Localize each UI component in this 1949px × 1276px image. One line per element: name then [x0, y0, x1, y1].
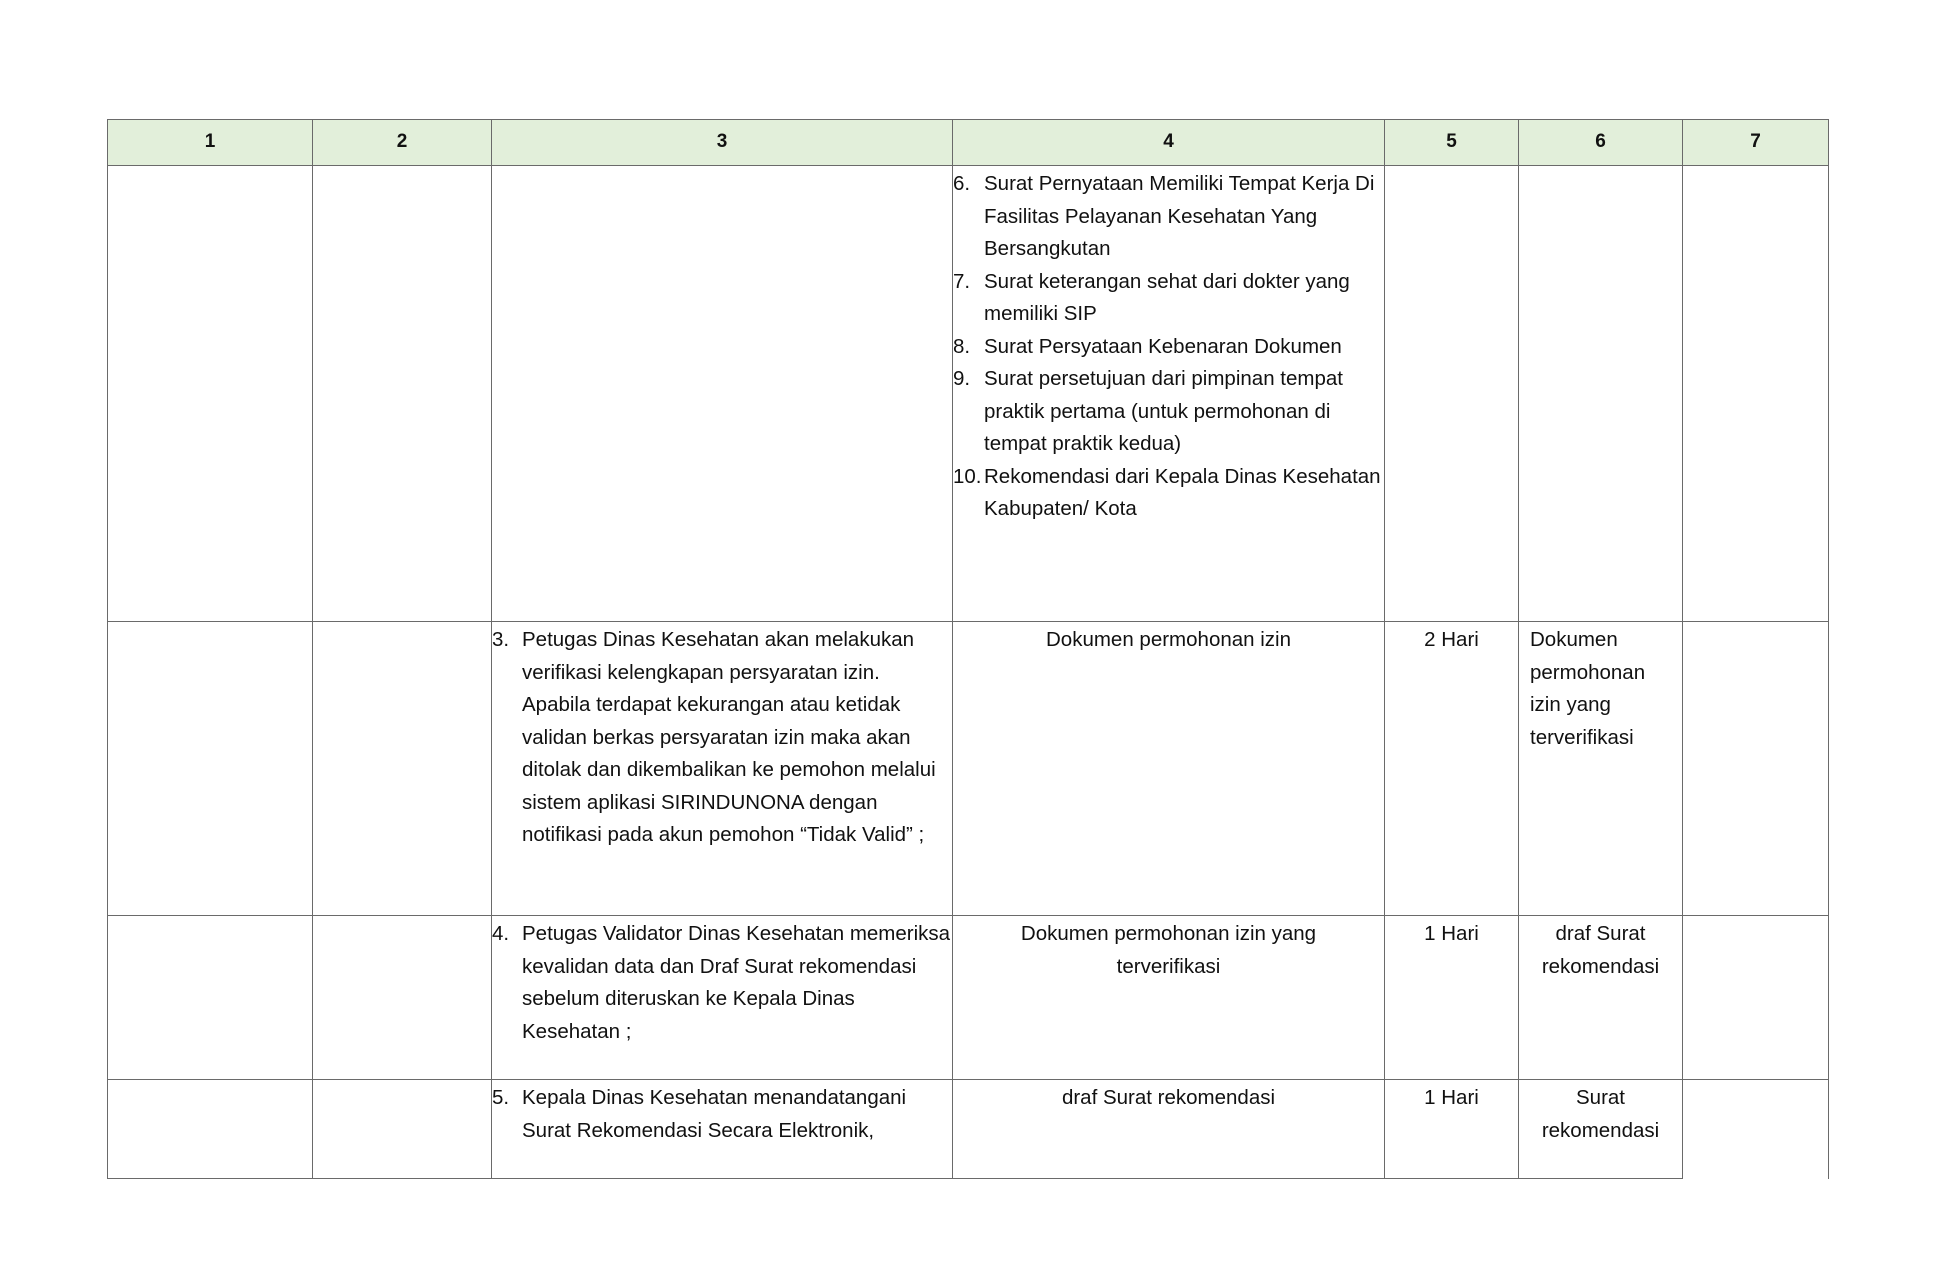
step-text: Kepala Dinas Kesehatan menandatangani Surat Rekomendasi Secara Elektronik,: [522, 1086, 907, 1142]
step-list: [492, 1080, 952, 1147]
input-text: Dokumen permohonan izin: [1046, 628, 1291, 651]
column-header-5: 5: [1385, 120, 1519, 166]
list-item-number: 8.: [953, 334, 971, 358]
time-text: 1 Hari: [1424, 922, 1479, 945]
time-text: 1 Hari: [1424, 1086, 1479, 1109]
cell-empty: [313, 166, 492, 622]
column-header-2: 2: [313, 120, 492, 166]
table-header-row: [108, 120, 1829, 166]
step-list: [492, 622, 952, 852]
cell-empty: [108, 166, 313, 622]
column-header-3: 3: [492, 120, 953, 166]
time-text: 2 Hari: [1424, 628, 1479, 651]
list-item: [953, 331, 1384, 364]
list-item: [492, 624, 952, 852]
list-item-text: Surat keterangan sehat dari dokter yang memiliki SIP: [984, 269, 1350, 325]
step-list: [492, 916, 952, 1048]
list-item: [953, 461, 1384, 526]
list-item: [492, 918, 952, 1048]
list-item-text: Surat persetujuan dari pimpinan tempat praktik pertama (untuk permohonan di tempat praktik kedua): [984, 367, 1343, 455]
input-cell: [953, 622, 1385, 916]
column-header-1: 1: [108, 120, 313, 166]
column-header-6: 6: [1519, 120, 1683, 166]
output-cell: [1519, 622, 1683, 916]
input-text: draf Surat rekomendasi: [1061, 1086, 1276, 1109]
column-header-7: 7: [1683, 120, 1829, 166]
step-number: 4.: [492, 922, 510, 945]
cell-empty: [1683, 1080, 1829, 1179]
list-item-number: 10.: [953, 464, 982, 488]
output-text: draf Surat rekomendasi: [1541, 922, 1660, 978]
output-cell: [1519, 916, 1683, 1080]
table-row: [108, 916, 1829, 1080]
cell-empty: [492, 166, 953, 622]
step-text: Petugas Validator Dinas Kesehatan memeriksa kevalidan data dan Draf Surat rekomendasi sebelum diteruskan ke Kepala Dinas Kesehatan ;: [522, 922, 951, 1043]
requirements-list: [953, 166, 1384, 526]
procedure-table: [107, 119, 1829, 1179]
step-cell: [492, 916, 953, 1080]
time-cell: [1385, 916, 1519, 1080]
cell-empty: [1385, 166, 1519, 622]
requirements-cell: [953, 166, 1385, 622]
cell-empty: [108, 916, 313, 1080]
list-item-number: 9.: [953, 367, 971, 390]
list-item-text: Surat Persyataan Kebenaran Dokumen: [984, 334, 1342, 358]
step-cell: [492, 622, 953, 916]
input-cell: [953, 916, 1385, 1080]
cell-empty: [1683, 916, 1829, 1080]
output-text: Surat rekomendasi: [1541, 1086, 1660, 1142]
cell-empty: [108, 622, 313, 916]
cell-empty: [313, 916, 492, 1080]
table-row: [108, 1080, 1829, 1179]
list-item: [492, 1082, 952, 1147]
step-number: 5.: [492, 1086, 510, 1109]
column-header-4: 4: [953, 120, 1385, 166]
input-cell: [953, 1080, 1385, 1179]
output-text: Dokumen permohonan izin yang terverifikasi: [1530, 628, 1646, 749]
time-cell: [1385, 622, 1519, 916]
cell-empty: [1683, 622, 1829, 916]
list-item: [953, 266, 1384, 331]
cell-empty: [313, 1080, 492, 1179]
time-cell: [1385, 1080, 1519, 1179]
input-text: Dokumen permohonan izin yang terverifikasi: [1020, 922, 1317, 978]
table-row: [108, 166, 1829, 622]
step-number: 3.: [492, 628, 510, 651]
step-text: Petugas Dinas Kesehatan akan melakukan verifikasi kelengkapan persyaratan izin. Apabila terdapat kekurangan atau ketidak validan berkas persyaratan izin maka akan ditolak dan dikembalikan ke pemohon melalui sistem aplikasi SIRINDUNONA dengan notifikasi pada akun pemohon “Tidak Valid” ;: [522, 628, 936, 846]
list-item: [953, 363, 1384, 461]
cell-empty: [1519, 166, 1683, 622]
list-item-text: Rekomendasi dari Kepala Dinas Kesehatan Kabupaten/ Kota: [984, 464, 1381, 520]
step-cell: [492, 1080, 953, 1179]
cell-empty: [108, 1080, 313, 1179]
table-row: [108, 622, 1829, 916]
output-cell: [1519, 1080, 1683, 1179]
list-item: [953, 168, 1384, 266]
list-item-number: 7.: [953, 269, 971, 293]
cell-empty: [1683, 166, 1829, 622]
cell-empty: [313, 622, 492, 916]
list-item-text: Surat Pernyataan Memiliki Tempat Kerja Di Fasilitas Pelayanan Kesehatan Yang Bersangkutan: [984, 172, 1375, 260]
list-item-number: 6.: [953, 172, 971, 195]
